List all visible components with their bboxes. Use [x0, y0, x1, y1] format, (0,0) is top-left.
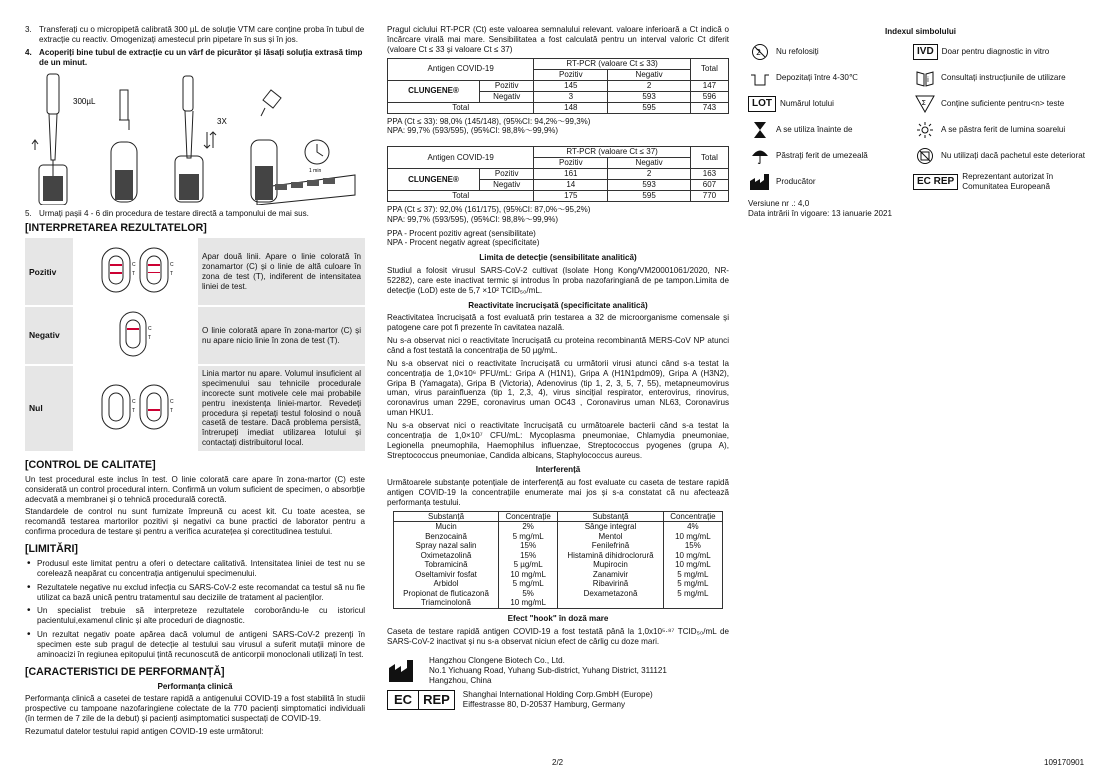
- hook-text: Caseta de testare rapidă antigen COVID-19 a fost testată până la 1,0x10⁵·⁸⁷ TCID₅₀/mL de SARS-CoV-2 inactivat și nu s-a observat niciun efect de cârlig cu doze mari.: [387, 626, 729, 646]
- column-middle: [387, 25, 729, 714]
- table-row: Propionat de fluticazonă 5% Dexametazonă 5 mg/mL: [394, 589, 723, 599]
- svg-text:T: T: [169, 408, 173, 415]
- invalid-cassette-icon: [73, 365, 198, 452]
- document-code: 109170901: [1044, 758, 1085, 768]
- result-negative-text: O linie colorată apare în zona-martor (C) și nu apare nicio linie în zona de test (T).: [198, 306, 365, 365]
- lod-heading: Limita de detecție (sensibilitate analitică): [479, 253, 637, 263]
- result-positive: Pozitiv C T C T Apar două linii. Apare o linie colorată în zonamartor (C) și o linie de altă culoare în zona de test (T), indiferent de intensitatea liniei de test.: [25, 238, 365, 306]
- result-negative: Negativ C T O linie colorată apare în zona-martor (C) și nu apare nicio linie în zona de test (T).: [25, 306, 365, 365]
- table-row: Tobramicină 5 µg/mL Mupirocin 10 mg/mL: [394, 560, 723, 570]
- symbol-item: Nu utilizați dacă pachetul este deteriorat: [913, 145, 1093, 167]
- svg-text:C: C: [169, 262, 174, 269]
- ppa-note: PPA - Procent pozitiv agreat (sensibilitate): [387, 228, 536, 238]
- ct37-npa: NPA: 99,7% (593/595), (95%CI: 98,8%～99,9%): [387, 214, 559, 224]
- page-number: 2/2: [552, 758, 564, 768]
- positive-cassette-icon: [73, 238, 198, 306]
- perf-subheading: Performanța clinică: [157, 681, 233, 691]
- ct33-npa: NPA: 99,7% (593/595), (95%CI: 98,8%～99,9%): [387, 126, 559, 136]
- symbol-item: IVD Doar pentru diagnostic in vitro: [913, 41, 1093, 63]
- cr-paragraph-2: Nu s-a observat nici o reactivitate încrucișată cu proteina recombinantă MERS-CoV NP atunci când a fost testată la concentrația de 50 µg/mL.: [387, 336, 729, 355]
- ec-rep-icon: EC REP: [913, 174, 958, 190]
- manufacturer-name: Hangzhou Clongene Biotech Co., Ltd.: [429, 656, 565, 666]
- table-row: Triamcinolonă 10 mg/mL: [394, 598, 723, 608]
- table-row: Oximetazolină 15% Histamină dihidroclorură 10 mg/mL: [394, 551, 723, 561]
- list-item: • Un specialist trebuie să interpreteze rezultatele coroborându-le cu istoricul pacientului,examenul clinic și alte proceduri de diagnostic.: [25, 606, 365, 626]
- damaged-package-icon: [913, 146, 937, 166]
- qc-heading: [CONTROL DE CALITATE]: [25, 458, 156, 471]
- svg-text:C: C: [131, 399, 136, 406]
- ct33-ppa: PPA (Ct ≤ 33): 98,0% (145/148), (95%CI: 94,2%～99,3%): [387, 116, 591, 126]
- perf-paragraph-2: Rezumatul datelor testului rapid antigen COVID-19 este următorul:: [25, 727, 264, 737]
- lod-text: Studiul a folosit virusul SARS-CoV-2 cultivat (Isolate Hong Kong/VM20001061/2020, NR-52282), care este inactivat termic și introdus în proba nazofaringiană de pe tampon.Limita de detecție (LoD) este de 5,7 ×10² TCID₅₀/mL.: [387, 265, 729, 295]
- svg-text:2: 2: [756, 47, 762, 57]
- procedure-illustration: [25, 70, 365, 205]
- interference-table: Substanță Concentrație Substanță Concentrație Mucin 2% Sânge integral 4% Benzocaină 5 mg/mL Mentol 10 mg/mL Spray nazal salin 15% Fenilefrină 15% Oximetazolină 15% Histamină dihidroclorură 10 mg/mL Tobramicină 5 µg/mL Mupirocin 10 mg/mL Oseltamivir fosfat 10 mg/mL Zanamivir 5 mg/mL Arbidol 5 mg/mL Ribavirină 5 mg/mL Propionat de fluticazonă 5% Dexametazonă 5 mg/mL Triamcinolonă 10 mg/mL: [393, 511, 723, 609]
- tube-liquid: [43, 176, 63, 201]
- book-icon: [913, 68, 937, 88]
- symbol-index-title: Indexul simbolului: [884, 27, 957, 36]
- symbol-grid: [748, 41, 1093, 193]
- symbol-item: Σ Conține suficiente pentru<n> teste: [913, 93, 1093, 115]
- sigma-icon: [913, 94, 937, 114]
- npa-note: NPA - Procent negativ agreat (specificitate): [387, 238, 540, 248]
- step-4: 4. Acoperiți bine tubul de extracție cu un vârf de picurător și lăsați soluția extrasă timp de un minut.: [25, 47, 363, 67]
- umbrella-icon: [748, 146, 772, 166]
- table-row: Benzocaină 5 mg/mL Mentol 10 mg/mL: [394, 532, 723, 542]
- qc-paragraph-2: Standardele de control nu sunt furnizate împreună cu acest kit. Cu toate acestea, se recomandă testarea martorilor pozitivi și negativi ca bune practici de laborator pentru a confirma procedura de testare și pentru a verifica acuratețea și corectitudinea testului.: [25, 507, 365, 537]
- step-3: 3. Transferați cu o micropipetă calibrată 300 µL de soluție VTM care conține proba în tubul de extracție cu reactiv. Omogenizați amestecul prin pipetare în sus și în jos.: [25, 25, 365, 44]
- results-table: [25, 238, 365, 453]
- factory-icon: [387, 658, 421, 684]
- version: Versiune nr .: 4,0: [748, 198, 810, 208]
- interp-heading: [INTERPRETAREA REZULTATELOR]: [25, 222, 207, 235]
- cross-reactivity-heading: Reactivitate încrucișată (specificitate analitică): [468, 300, 648, 310]
- ct37-table: Antigen COVID-19 RT-PCR (valoare Ct ≤ 37) Total Pozitiv Negativ CLUNGENE® Pozitiv 161 2 163 Negativ 14 593 607 Total 175 595 770: [387, 146, 729, 202]
- table-row: Mucin 2% Sânge integral 4%: [394, 522, 723, 532]
- do-not-reuse-icon: [748, 42, 772, 62]
- svg-text:i: i: [927, 75, 929, 84]
- steps-list: [25, 25, 365, 67]
- cr-paragraph-3: Nu s-a observat nici o reactivitate încrucișată cu următorii virusi atunci când s-a testat la concentrația de 1,0×10⁶ PFU/mL: Gripa A (H1N1), Gripa A (H1N1pdm09), Gripa A (H3N2), Gripa B (Yamagata), Gripa B (Victoria), Adenovirus (tip 1, 2, 3, 5, 7, 55), metapneumovirus uman, virus parainfluenza (tip 1, 2,3, 4), virus sincițial respirator, enterovirus, rinovirus, coronavirus uman 229E, coronavirus uman OC43 , Coronavirus uman NL63, Coronavirus uman HKU1.: [387, 358, 729, 418]
- svg-text:T: T: [131, 271, 135, 278]
- list-item: • Produsul este limitat pentru a oferi o detectare calitativă. Intensitatea liniei de test nu se corelează neapărat cu concentrația antigenului specimenului.: [25, 559, 365, 579]
- svg-text:C: C: [169, 399, 174, 406]
- temperature-icon: [748, 68, 772, 88]
- symbol-item: LOT Numărul lotului: [748, 93, 913, 115]
- column-left: [25, 25, 365, 740]
- symbol-item: A se păstra ferit de lumina soarelui: [913, 119, 1093, 141]
- list-item: • Un rezultat negativ poate apărea dacă volumul de antigeni SARS-CoV-2 prezenți în specimen este sub pragul de detecție al testului sau virusul a suferit mutații minore de aminoacizi în regiunea epitopului țintă recunoscută de anticorpii monoclonali utilizați în test.: [25, 630, 365, 660]
- interference-text: Următoarele substanțe potențiale de interferență au fost evaluate cu caseta de testare rapidă antigen COVID-19 la concentrațiile enumerate mai jos și s-a constatat că nu afectează performanța testului.: [387, 478, 729, 507]
- interference-heading: Interferență: [535, 465, 581, 475]
- ivd-icon: IVD: [913, 44, 938, 60]
- limits-heading: [LIMITĂRI]: [25, 543, 78, 556]
- column-right: [748, 27, 1093, 219]
- result-invalid: Nul C T C T Linia martor nu apare. Volumul insuficient al specimenului sau tehnicile procedurale incorecte sunt motivele cele mai probabile pentru inexistența liniei-martor. Revedeți procedura și repetați testul folosind o nouă casetă de testare. Dacă problema persistă, întrerupeți imediat utilizarea lotului și contactați distribuitorul local.: [25, 365, 365, 452]
- effective-date: Data intrării în vigoare: 13 ianuarie 2021: [748, 208, 892, 218]
- symbol-item: Depozitați între 4-30℃: [748, 67, 913, 89]
- symbol-item: 2 Nu refolosiți: [748, 41, 913, 63]
- cr-paragraph-1: Reactivitatea încrucișată a fost evaluată prin testarea a 32 de microorganisme comensale și patogene care pot fi prezente în cavitatea nazală.: [387, 313, 729, 333]
- svg-text:T: T: [131, 408, 135, 415]
- rep-name: Shanghai International Holding Corp.GmbH (Europe): [462, 690, 653, 700]
- svg-text:C: C: [131, 262, 136, 269]
- svg-text:C: C: [147, 326, 152, 333]
- symbol-item: A se utiliza înainte de: [748, 119, 913, 141]
- procedure-diagram: [25, 70, 365, 205]
- ct-intro: Pragul ciclului RT-PCR (Ct) este valoarea semnalului relevant. valoare inferioară a Ct indică o încărcare virală mai mare. Sensibilitatea a fost calculată pentru un interval valoric Ct diferit (valoare Ct ≤ 33 și valoare Ct ≤ 37): [387, 25, 729, 54]
- hourglass-icon: [748, 120, 772, 140]
- result-positive-text: Apar două linii. Apare o linie colorată în zonamartor (C) și o linie de altă culoare în zona de test (T), indiferent de intensitatea liniei de test.: [198, 238, 365, 306]
- ec-rep-icon: EC REP: [387, 690, 455, 710]
- perf-heading: [CARACTERISTICI DE PERFORMANȚĂ]: [25, 665, 225, 678]
- svg-text:T: T: [147, 335, 151, 342]
- symbol-item: i Consultați instrucțiunile de utilizare: [913, 67, 1093, 89]
- sun-icon: [913, 120, 937, 140]
- lot-icon: LOT: [748, 96, 776, 112]
- negative-cassette-icon: [73, 306, 198, 365]
- table-row: Spray nazal salin 15% Fenilefrină 15%: [394, 541, 723, 551]
- perf-paragraph-1: Performanța clinică a casetei de testare rapidă a antigenului COVID-19 a fost stabilită în studii prospective cu tampoane nazofaringiene colectate de la 770 pacienți simptomatici individuali (în termen de 7 zile de la debut) și pacienți asimptomatici suspectați de COVID-19.: [25, 694, 365, 724]
- hook-heading: Efect "hook" în doză mare: [507, 613, 609, 623]
- ct37-ppa: PPA (Ct ≤ 37): 92,0% (161/175), (95%CI: 87,0%～95,2%): [387, 205, 591, 215]
- qc-paragraph-1: Un test procedural este inclus în test. O linie colorată care apare în zona-martor (C) este considerată un control procedural intern. Confirmă un volum suficient de specimen, o absorbție adecvată a membranei și o tehnică procedurală corectă.: [25, 474, 365, 504]
- symbol-item: Producător: [748, 171, 913, 193]
- volume-label: 300µL: [73, 97, 96, 107]
- rep-address: Eiffestrasse 80, D-20537 Hamburg, Germany: [462, 700, 626, 709]
- table-row: Arbidol 5 mg/mL Ribavirină 5 mg/mL: [394, 579, 723, 589]
- list-item: • Rezultatele negative nu exclud infecția cu SARS-CoV-2 este recomandat ca testul să nu fie utilizat ca bază unică pentru tratamentul sau deciziile de tratament al pacienților.: [25, 583, 365, 603]
- svg-text:T: T: [169, 271, 173, 278]
- step-5: 5. Urmați pașii 4 - 6 din procedura de testare directă a tamponului de mai sus.: [25, 209, 309, 219]
- mix-label: 3X: [217, 117, 227, 127]
- cr-paragraph-4: Nu s-a observat nici o reactivitate încrucișată cu următoarele bacterii când s-a testat la concentrația de 1,0×10⁷ CFU/mL: Mycoplasma pneumoniae, Chlamydia pneumoniae, Legionella pneumophila, Haemophilus influenzae, Streptococcus pyogenes (grupa A), Streptococcus pneumoniae, Candida albicans, Staphylococcus aureus.: [387, 420, 729, 460]
- ec-rep-block: [387, 690, 729, 710]
- symbol-item: EC REP Reprezentant autorizat în Comunitatea Europeană: [913, 171, 1093, 193]
- ct33-table: Antigen COVID-19 RT-PCR (valoare Ct ≤ 33) Total Pozitiv Negativ CLUNGENE® Pozitiv 145 2 147 Negativ 3 593 596 Total 148 595 743: [387, 58, 729, 114]
- manufacturer-block: [387, 656, 729, 686]
- limits-list: [25, 559, 365, 660]
- result-invalid-text: Linia martor nu apare. Volumul insuficient al specimenului sau tehnicile procedurale incorecte sunt motivele cele mai probabile pentru inexistența liniei-martor. Revedeți procedura și repetați testul folosind o nouă casetă de testare. Dacă problema persistă, întrerupeți imediat utilizarea lotului și contactați distribuitorul local.: [198, 365, 365, 452]
- symbol-item: Păstrați ferit de umezeală: [748, 145, 913, 167]
- manufacturer-address: No.1 Yichuang Road, Yuhang Sub-district, Yuhang District, 311121: [429, 666, 667, 676]
- table-row: Oseltamivir fosfat 10 mg/mL Zanamivir 5 mg/mL: [394, 570, 723, 580]
- manufacturer-city: Hangzhou, China: [429, 676, 492, 686]
- svg-text:Σ: Σ: [921, 98, 926, 107]
- factory-icon: [748, 172, 772, 192]
- timer-label: 1 min: [309, 168, 322, 175]
